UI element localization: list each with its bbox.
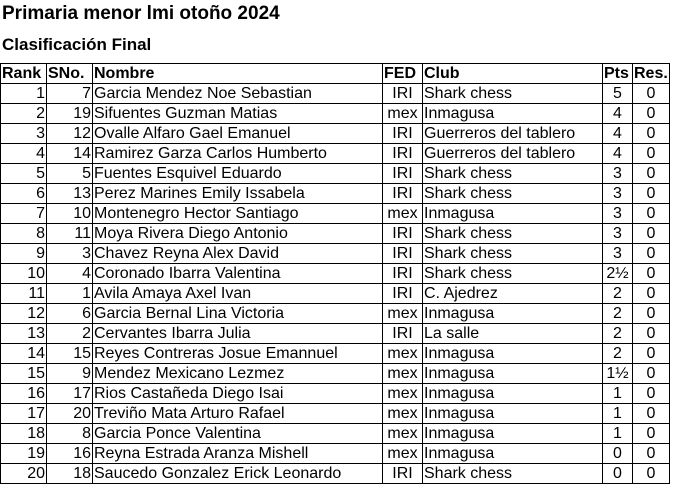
cell-res: 0	[633, 304, 670, 324]
cell-pts: 0	[603, 444, 633, 464]
table-header-row	[1, 64, 670, 84]
cell-pts: 0	[603, 464, 633, 484]
cell-pts: 3	[603, 244, 633, 264]
table-row	[1, 444, 670, 464]
cell-fed: IRI	[383, 324, 423, 344]
cell-name: Montenegro Hector Santiago	[93, 204, 383, 224]
table-row	[1, 404, 670, 424]
column-header-rank: Rank	[1, 64, 47, 84]
column-header-pts: Pts	[603, 64, 633, 84]
cell-rank: 11	[1, 284, 47, 304]
cell-pts: 4	[603, 144, 633, 164]
column-header-fed: FED	[383, 64, 423, 84]
cell-rank: 15	[1, 364, 47, 384]
cell-sno: 10	[47, 204, 93, 224]
cell-pts: 3	[603, 204, 633, 224]
cell-name: Perez Marines Emily Issabela	[93, 184, 383, 204]
column-header-res: Res.	[634, 65, 668, 82]
cell-pts: 4	[603, 104, 633, 124]
cell-rank: 17	[1, 404, 47, 424]
cell-sno: 2	[47, 324, 93, 344]
cell-club: Inmagusa	[423, 104, 603, 124]
cell-res: 0	[633, 124, 670, 144]
cell-fed: IRI	[383, 244, 423, 264]
cell-rank: 5	[1, 164, 47, 184]
cell-fed: mex	[383, 404, 423, 424]
cell-pts: 1	[603, 404, 633, 424]
cell-fed: IRI	[383, 284, 423, 304]
cell-fed: mex	[383, 424, 423, 444]
cell-rank: 4	[1, 144, 47, 164]
cell-name: Sifuentes Guzman Matias	[93, 104, 383, 124]
cell-sno: 11	[47, 224, 93, 244]
cell-fed: mex	[383, 444, 423, 464]
table-row	[1, 364, 670, 384]
cell-res: 0	[633, 444, 670, 464]
cell-club: Inmagusa	[423, 344, 603, 364]
cell-pts: 3	[603, 164, 633, 184]
cell-res: 0	[633, 344, 670, 364]
column-header-club: Club	[423, 64, 603, 84]
cell-club: Guerreros del tablero	[423, 144, 603, 164]
cell-fed: mex	[383, 204, 423, 224]
cell-sno: 8	[47, 424, 93, 444]
page-title: Primaria menor lmi otoño 2024	[2, 3, 280, 24]
cell-pts: 4	[603, 124, 633, 144]
cell-res: 0	[633, 164, 670, 184]
cell-sno: 1	[47, 284, 93, 304]
cell-name: Reyna Estrada Aranza Mishell	[93, 444, 383, 464]
cell-sno: 16	[47, 444, 93, 464]
cell-fed: mex	[383, 384, 423, 404]
table-row	[1, 344, 670, 364]
cell-res: 0	[633, 324, 670, 344]
cell-res: 0	[633, 284, 670, 304]
table-row	[1, 204, 670, 224]
cell-sno: 18	[47, 464, 93, 484]
cell-fed: IRI	[383, 144, 423, 164]
cell-sno: 5	[47, 164, 93, 184]
cell-club: Inmagusa	[423, 204, 603, 224]
column-header-name: Nombre	[93, 64, 383, 84]
cell-sno: 4	[47, 264, 93, 284]
table-row	[1, 284, 670, 304]
cell-fed: IRI	[383, 124, 423, 144]
cell-name: Garcia Ponce Valentina	[93, 424, 383, 444]
cell-sno: 19	[47, 104, 93, 124]
cell-rank: 8	[1, 224, 47, 244]
cell-name: Chavez Reyna Alex David	[93, 244, 383, 264]
cell-club: Guerreros del tablero	[423, 124, 603, 144]
cell-fed: IRI	[383, 184, 423, 204]
table-row	[1, 264, 670, 284]
cell-rank: 19	[1, 444, 47, 464]
cell-name: Moya Rivera Diego Antonio	[93, 224, 383, 244]
cell-res: 0	[633, 244, 670, 264]
cell-res: 0	[633, 224, 670, 244]
table-row	[1, 424, 670, 444]
cell-res: 0	[633, 264, 670, 284]
cell-name: Fuentes Esquivel Eduardo	[93, 164, 383, 184]
cell-fed: IRI	[383, 84, 423, 104]
cell-club: Shark chess	[423, 224, 603, 244]
cell-res: 0	[633, 424, 670, 444]
cell-rank: 13	[1, 324, 47, 344]
cell-pts: 2	[603, 304, 633, 324]
cell-club: La salle	[423, 324, 603, 344]
cell-rank: 20	[1, 464, 47, 484]
cell-fed: mex	[383, 104, 423, 124]
cell-res: 0	[633, 404, 670, 424]
cell-club: Shark chess	[423, 184, 603, 204]
cell-sno: 17	[47, 384, 93, 404]
cell-name: Coronado Ibarra Valentina	[93, 264, 383, 284]
cell-rank: 6	[1, 184, 47, 204]
cell-fed: mex	[383, 364, 423, 384]
standings-body	[1, 84, 670, 484]
cell-name: Rios Castañeda Diego Isai	[93, 384, 383, 404]
cell-club: Inmagusa	[423, 384, 603, 404]
cell-club: Shark chess	[423, 84, 603, 104]
table-row	[1, 84, 670, 104]
table-row	[1, 164, 670, 184]
cell-name: Saucedo Gonzalez Erick Leonardo	[93, 464, 383, 484]
cell-pts: 2½	[603, 264, 633, 284]
cell-res: 0	[633, 84, 670, 104]
cell-rank: 14	[1, 344, 47, 364]
table-row	[1, 124, 670, 144]
cell-name: Ovalle Alfaro Gael Emanuel	[93, 124, 383, 144]
cell-club: Shark chess	[423, 464, 603, 484]
cell-rank: 16	[1, 384, 47, 404]
cell-club: C. Ajedrez	[423, 284, 603, 304]
cell-res: 0	[633, 384, 670, 404]
cell-fed: mex	[383, 304, 423, 324]
cell-pts: 1	[603, 384, 633, 404]
cell-name: Treviño Mata Arturo Rafael	[93, 404, 383, 424]
cell-pts: 5	[603, 84, 633, 104]
cell-name: Mendez Mexicano Lezmez	[93, 364, 383, 384]
cell-club: Shark chess	[423, 244, 603, 264]
cell-name: Reyes Contreras Josue Emannuel	[93, 344, 383, 364]
cell-rank: 3	[1, 124, 47, 144]
cell-sno: 9	[47, 364, 93, 384]
cell-name: Cervantes Ibarra Julia	[93, 324, 383, 344]
cell-res: 0	[633, 104, 670, 124]
cell-fed: IRI	[383, 164, 423, 184]
cell-rank: 10	[1, 264, 47, 284]
cell-sno: 12	[47, 124, 93, 144]
table-row	[1, 144, 670, 164]
cell-res: 0	[633, 364, 670, 384]
cell-fed: IRI	[383, 464, 423, 484]
table-row	[1, 184, 670, 204]
cell-rank: 12	[1, 304, 47, 324]
cell-rank: 2	[1, 104, 47, 124]
cell-name: Ramirez Garza Carlos Humberto	[93, 144, 383, 164]
cell-club: Inmagusa	[423, 444, 603, 464]
cell-fed: IRI	[383, 224, 423, 244]
cell-club: Inmagusa	[423, 404, 603, 424]
cell-club: Inmagusa	[423, 364, 603, 384]
table-row	[1, 464, 670, 484]
cell-name: Garcia Bernal Lina Victoria	[93, 304, 383, 324]
cell-pts: 2	[603, 284, 633, 304]
cell-rank: 7	[1, 204, 47, 224]
cell-pts: 2	[603, 324, 633, 344]
cell-pts: 1½	[603, 364, 633, 384]
table-row	[1, 304, 670, 324]
table-row	[1, 104, 670, 124]
cell-fed: mex	[383, 344, 423, 364]
cell-name: Garcia Mendez Noe Sebastian	[93, 84, 383, 104]
cell-club: Shark chess	[423, 164, 603, 184]
table-row	[1, 244, 670, 264]
cell-sno: 6	[47, 304, 93, 324]
table-row	[1, 324, 670, 344]
cell-sno: 14	[47, 144, 93, 164]
table-row	[1, 224, 670, 244]
cell-pts: 1	[603, 424, 633, 444]
column-header-sno: SNo.	[47, 64, 93, 84]
cell-pts: 2	[603, 344, 633, 364]
cell-sno: 3	[47, 244, 93, 264]
cell-res: 0	[633, 464, 670, 484]
cell-res: 0	[633, 184, 670, 204]
cell-club: Inmagusa	[423, 304, 603, 324]
cell-rank: 9	[1, 244, 47, 264]
cell-fed: IRI	[383, 264, 423, 284]
cell-sno: 20	[47, 404, 93, 424]
page-subtitle: Clasificación Final	[2, 35, 152, 54]
standings-table	[0, 63, 670, 484]
cell-res: 0	[633, 144, 670, 164]
cell-rank: 1	[1, 84, 47, 104]
cell-rank: 18	[1, 424, 47, 444]
cell-sno: 13	[47, 184, 93, 204]
cell-name: Avila Amaya Axel Ivan	[93, 284, 383, 304]
cell-sno: 15	[47, 344, 93, 364]
cell-pts: 3	[603, 224, 633, 244]
cell-club: Shark chess	[423, 264, 603, 284]
table-row	[1, 384, 670, 404]
cell-res: 0	[633, 204, 670, 224]
cell-sno: 7	[47, 84, 93, 104]
cell-club: Inmagusa	[423, 424, 603, 444]
cell-pts: 3	[603, 184, 633, 204]
